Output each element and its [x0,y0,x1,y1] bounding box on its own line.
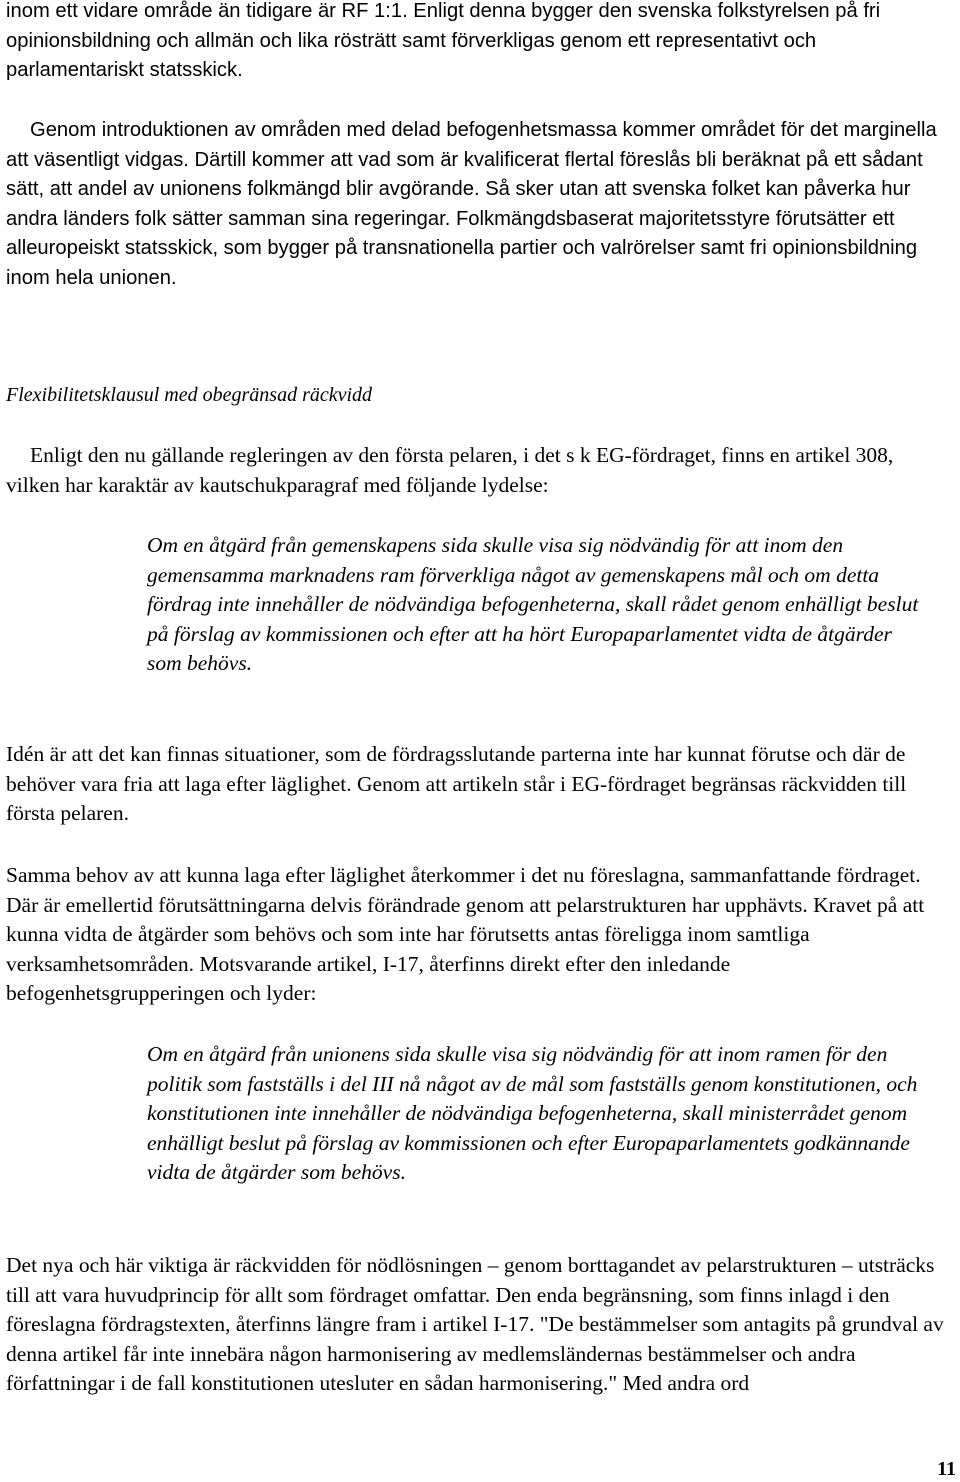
paragraph-3: Enligt den nu gällande regleringen av den första pelaren, i det s k EG-fördraget, finns en artikel 308, vilken har karaktär av kautschukparagraf med följande lydelse: [6,443,899,497]
paragraph-1: inom ett vidare område än tidigare är RF 1:1. Enligt denna bygger den svenska folkstyrelsen på fri opinionsbildning och allmän och lika rösträtt samt förverkligas genom ett representativt och parlamentariskt statsskick. [6,0,886,82]
section-heading: Flexibilitetsklausul med obegränsad räckvidd [6,384,373,406]
page-number: 11 [937,1458,956,1480]
paragraph-5: Samma behov av att kunna laga efter läglighet återkommer i det nu föreslagna, sammanfattande fördraget. Där är emellertid förutsättningarna delvis förändrade genom att pelarstrukturen har upphävts. Kravet på att kunna vidta de åtgärder som behövs och som inte har förutsetts antas föreligga inom samtliga verksamhetsområden. Motsvarande artikel, I-17, återfinns direkt efter den inledande befogenhetsgrupperingen och lyder: [6,863,930,1006]
paragraph-4: Idén är att det kan finnas situationer, som de fördragsslutande parterna inte har kunnat förutse och där de behöver vara fria att laga efter läglighet. Genom att artikeln står i EG-fördraget begränsas räckvidden till första pelaren. [6,742,912,826]
paragraph-2: Genom introduktionen av områden med delad befogenhetsmassa kommer området för det marginella att väsentligt vidgas. Därtill kommer att vad som är kvalificerat flertal föreslås bli beräknat på ett sådant sätt, att andel av unionens folkmängd blir avgörande. Så sker utan att svenska folket kan påverka hur andra länders folk sätter samman sina regeringar. Folkmängdsbaserat majoritetsstyre förutsätter ett alleuropeiskt statsskick, som bygger på transnationella partier och valrörelser samt fri opinionsbildning inom hela unionen. [6,119,943,289]
quote-block-1: Om en åtgärd från gemenskapens sida skulle visa sig nödvändig för att inom den gemensamma marknadens ram förverkliga något av gemenskapens mål och om detta fördrag inte innehåller de nödvändiga befogenheterna, skall rådet genom enhälligt beslut på förslag av kommissionen och efter att ha hört Europaparlamentet vidta de åtgärder som behövs. [147,533,919,676]
paragraph-6: Det nya och här viktiga är räckvidden för nödlösningen – genom borttagandet av pelarstrukturen – utsträcks till att vara huvudprincip för allt som fördraget omfattar. Den enda begränsning, som finns inlagd i den föreslagna fördragstexten, återfinns längre fram i artikel I-17. "De bestämmelser som antagits på grundval av denna artikel får inte innebära någon harmonisering av medlemsländernas bestämmelser och andra författningar i de fall konstitutionen utesluter en sådan harmonisering." Med andra ord [6,1253,950,1396]
quote-block-2: Om en åtgärd från unionens sida skulle visa sig nödvändig för att inom ramen för den politik som fastställs i del III nå något av de mål som fastställs genom konstitutionen, och konstitutionen inte innehåller de nödvändiga befogenheterna, skall ministerrådet genom enhälligt beslut på förslag av kommissionen och efter Europaparlamentets godkännande vidta de åtgärder som behövs. [147,1042,918,1185]
